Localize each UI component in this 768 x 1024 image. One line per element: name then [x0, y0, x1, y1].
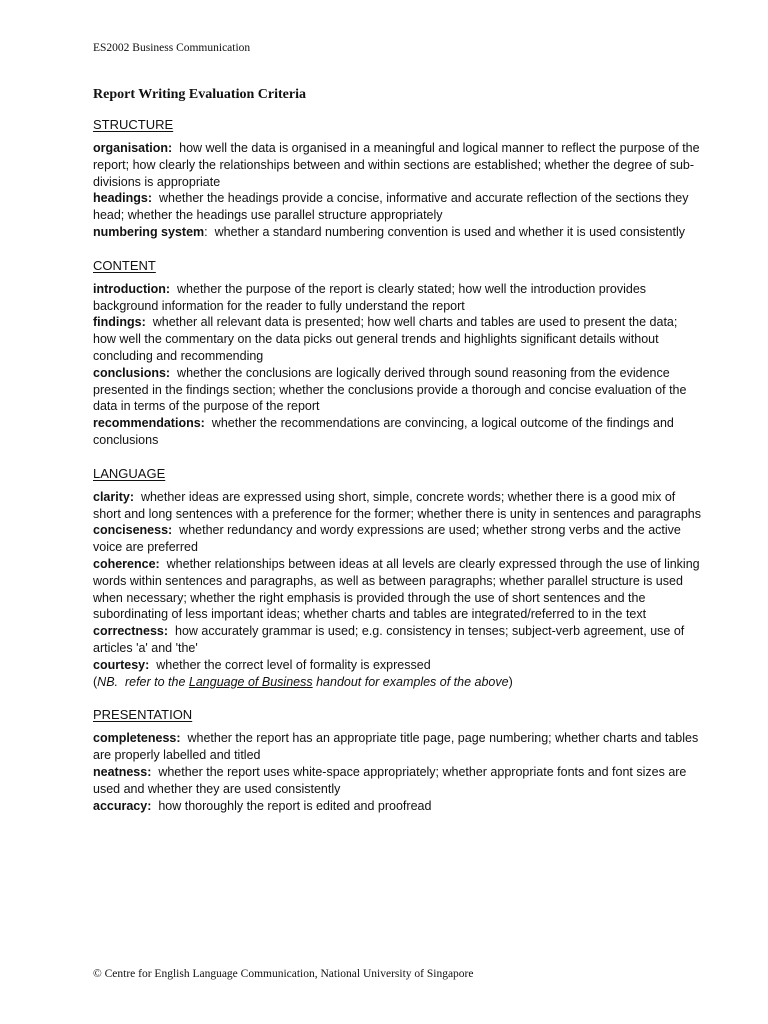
- criterion-term: accuracy:: [93, 798, 152, 813]
- copyright-footer: © Centre for English Language Communication, National University of Singapore: [93, 968, 474, 980]
- criterion-term: coherence:: [93, 556, 160, 571]
- criterion-description: whether the recommendations are convincing, a logical outcome of the findings and conclusions: [93, 416, 674, 447]
- course-header: ES2002 Business Communication: [93, 42, 251, 54]
- section-language: [93, 465, 703, 691]
- criterion-completeness: [93, 730, 703, 764]
- criterion-conciseness: [93, 522, 703, 556]
- criteria-list-structure: [93, 140, 703, 241]
- criterion-term: conclusions:: [93, 365, 171, 380]
- criterion-neatness: [93, 764, 703, 798]
- criterion-description: whether the report uses white-space appropriately; whether appropriate fonts and font sizes are used and whether they are used consistently: [93, 764, 687, 796]
- criterion-description: whether the purpose of the report is clearly stated; how well the introduction provides background information for the reader to fully understand the report: [93, 281, 647, 313]
- section-heading-presentation: PRESENTATION: [93, 707, 193, 723]
- handout-reference: Language of Business: [188, 674, 313, 689]
- criteria-list-presentation: [93, 730, 703, 814]
- section-presentation: [93, 706, 703, 814]
- criterion-description: whether relationships between ideas at all levels are clearly expressed through the use of linking words within sentences and paragraphs, as well as between paragraphs; whether parallel structure is used when necessary; whether the right emphasis is provided through the use of short sentences and the subordinating of less important ideas; whether charts and tables are integrated/referred to in the text: [93, 556, 700, 622]
- criterion-introduction: [93, 281, 703, 315]
- criterion-description: how well the data is organised in a meaningful and logical manner to reflect the purpose of the report; how clearly the relationships between and within sections are established; whether the degree of sub-divisions is appropriate: [93, 141, 700, 189]
- criterion-description: whether the conclusions are logically derived through sound reasoning from the evidence presented in the findings section; whether the conclusions provide a thorough and concise evaluation of the data in terms of the purpose of the report: [93, 365, 687, 414]
- criterion-term: conciseness:: [93, 523, 173, 538]
- criterion-description: whether ideas are expressed using short, simple, concrete words; whether there is a good mix of short and long sentences with a preference for the former; whether there is unity in sentences and paragraphs: [93, 489, 701, 521]
- section-heading-content: CONTENT: [93, 257, 156, 273]
- criterion-conclusions: [93, 365, 703, 415]
- criterion-correctness: [93, 623, 703, 657]
- criterion-term: correctness:: [93, 624, 169, 639]
- reference-note: (NB. refer to the Language of Business handout for examples of the above): [93, 674, 513, 689]
- criterion-recommendations: [93, 415, 703, 449]
- criteria-list-content: [93, 281, 703, 449]
- criterion-term: courtesy:: [93, 657, 150, 672]
- criterion-organisation: [93, 140, 703, 190]
- criterion-description: whether the report has an appropriate title page, page numbering; whether charts and tables are properly labelled and titled: [93, 731, 699, 763]
- criterion-term: organisation:: [93, 141, 173, 155]
- criterion-description: whether the correct level of formality is expressed: [156, 657, 431, 672]
- criterion-term: completeness:: [93, 731, 181, 746]
- criterion-term: numbering system: [93, 224, 205, 239]
- criteria-list-language: [93, 489, 703, 691]
- section-structure: [93, 116, 703, 241]
- criterion-term: headings:: [93, 191, 153, 206]
- criterion-description: whether all relevant data is presented; how well charts and tables are used to present the data; how well the commentary on the data picks out general trends and highlights significant details without concluding and recommending: [93, 315, 678, 363]
- criterion-description: whether the headings provide a concise, informative and accurate reflection of the sections they head; whether the headings use parallel structure appropriately: [93, 191, 689, 223]
- criterion-courtesy: [93, 657, 703, 674]
- criterion-coherence: [93, 556, 703, 623]
- criterion-term: introduction:: [93, 281, 171, 296]
- criterion-headings: [93, 190, 703, 224]
- criterion-description: whether a standard numbering convention is used and whether it is used consistently: [214, 224, 685, 239]
- criterion-findings: [93, 314, 703, 364]
- document-page: [93, 40, 703, 814]
- criterion-numbering-system: numbering system: whether a standard numbering convention is used and whether it is used consistently: [93, 224, 685, 239]
- criterion-description: whether redundancy and wordy expressions are used; whether strong verbs and the active voice are preferred: [93, 523, 681, 555]
- criterion-term: neatness:: [93, 764, 152, 779]
- criterion-accuracy: [93, 798, 703, 815]
- section-heading-structure: STRUCTURE: [93, 117, 174, 132]
- criterion-description: how thoroughly the report is edited and proofread: [158, 798, 432, 813]
- section-heading-language: LANGUAGE: [93, 465, 166, 481]
- criterion-term: recommendations:: [93, 416, 205, 431]
- criterion-description: how accurately grammar is used; e.g. consistency in tenses; subject-verb agreement, use of articles 'a' and 'the': [93, 624, 685, 655]
- criterion-clarity: [93, 489, 703, 523]
- criterion-term: clarity:: [93, 489, 134, 504]
- criterion-term: findings:: [93, 315, 146, 330]
- page-title: Report Writing Evaluation Criteria: [93, 87, 306, 102]
- section-content: [93, 257, 703, 449]
